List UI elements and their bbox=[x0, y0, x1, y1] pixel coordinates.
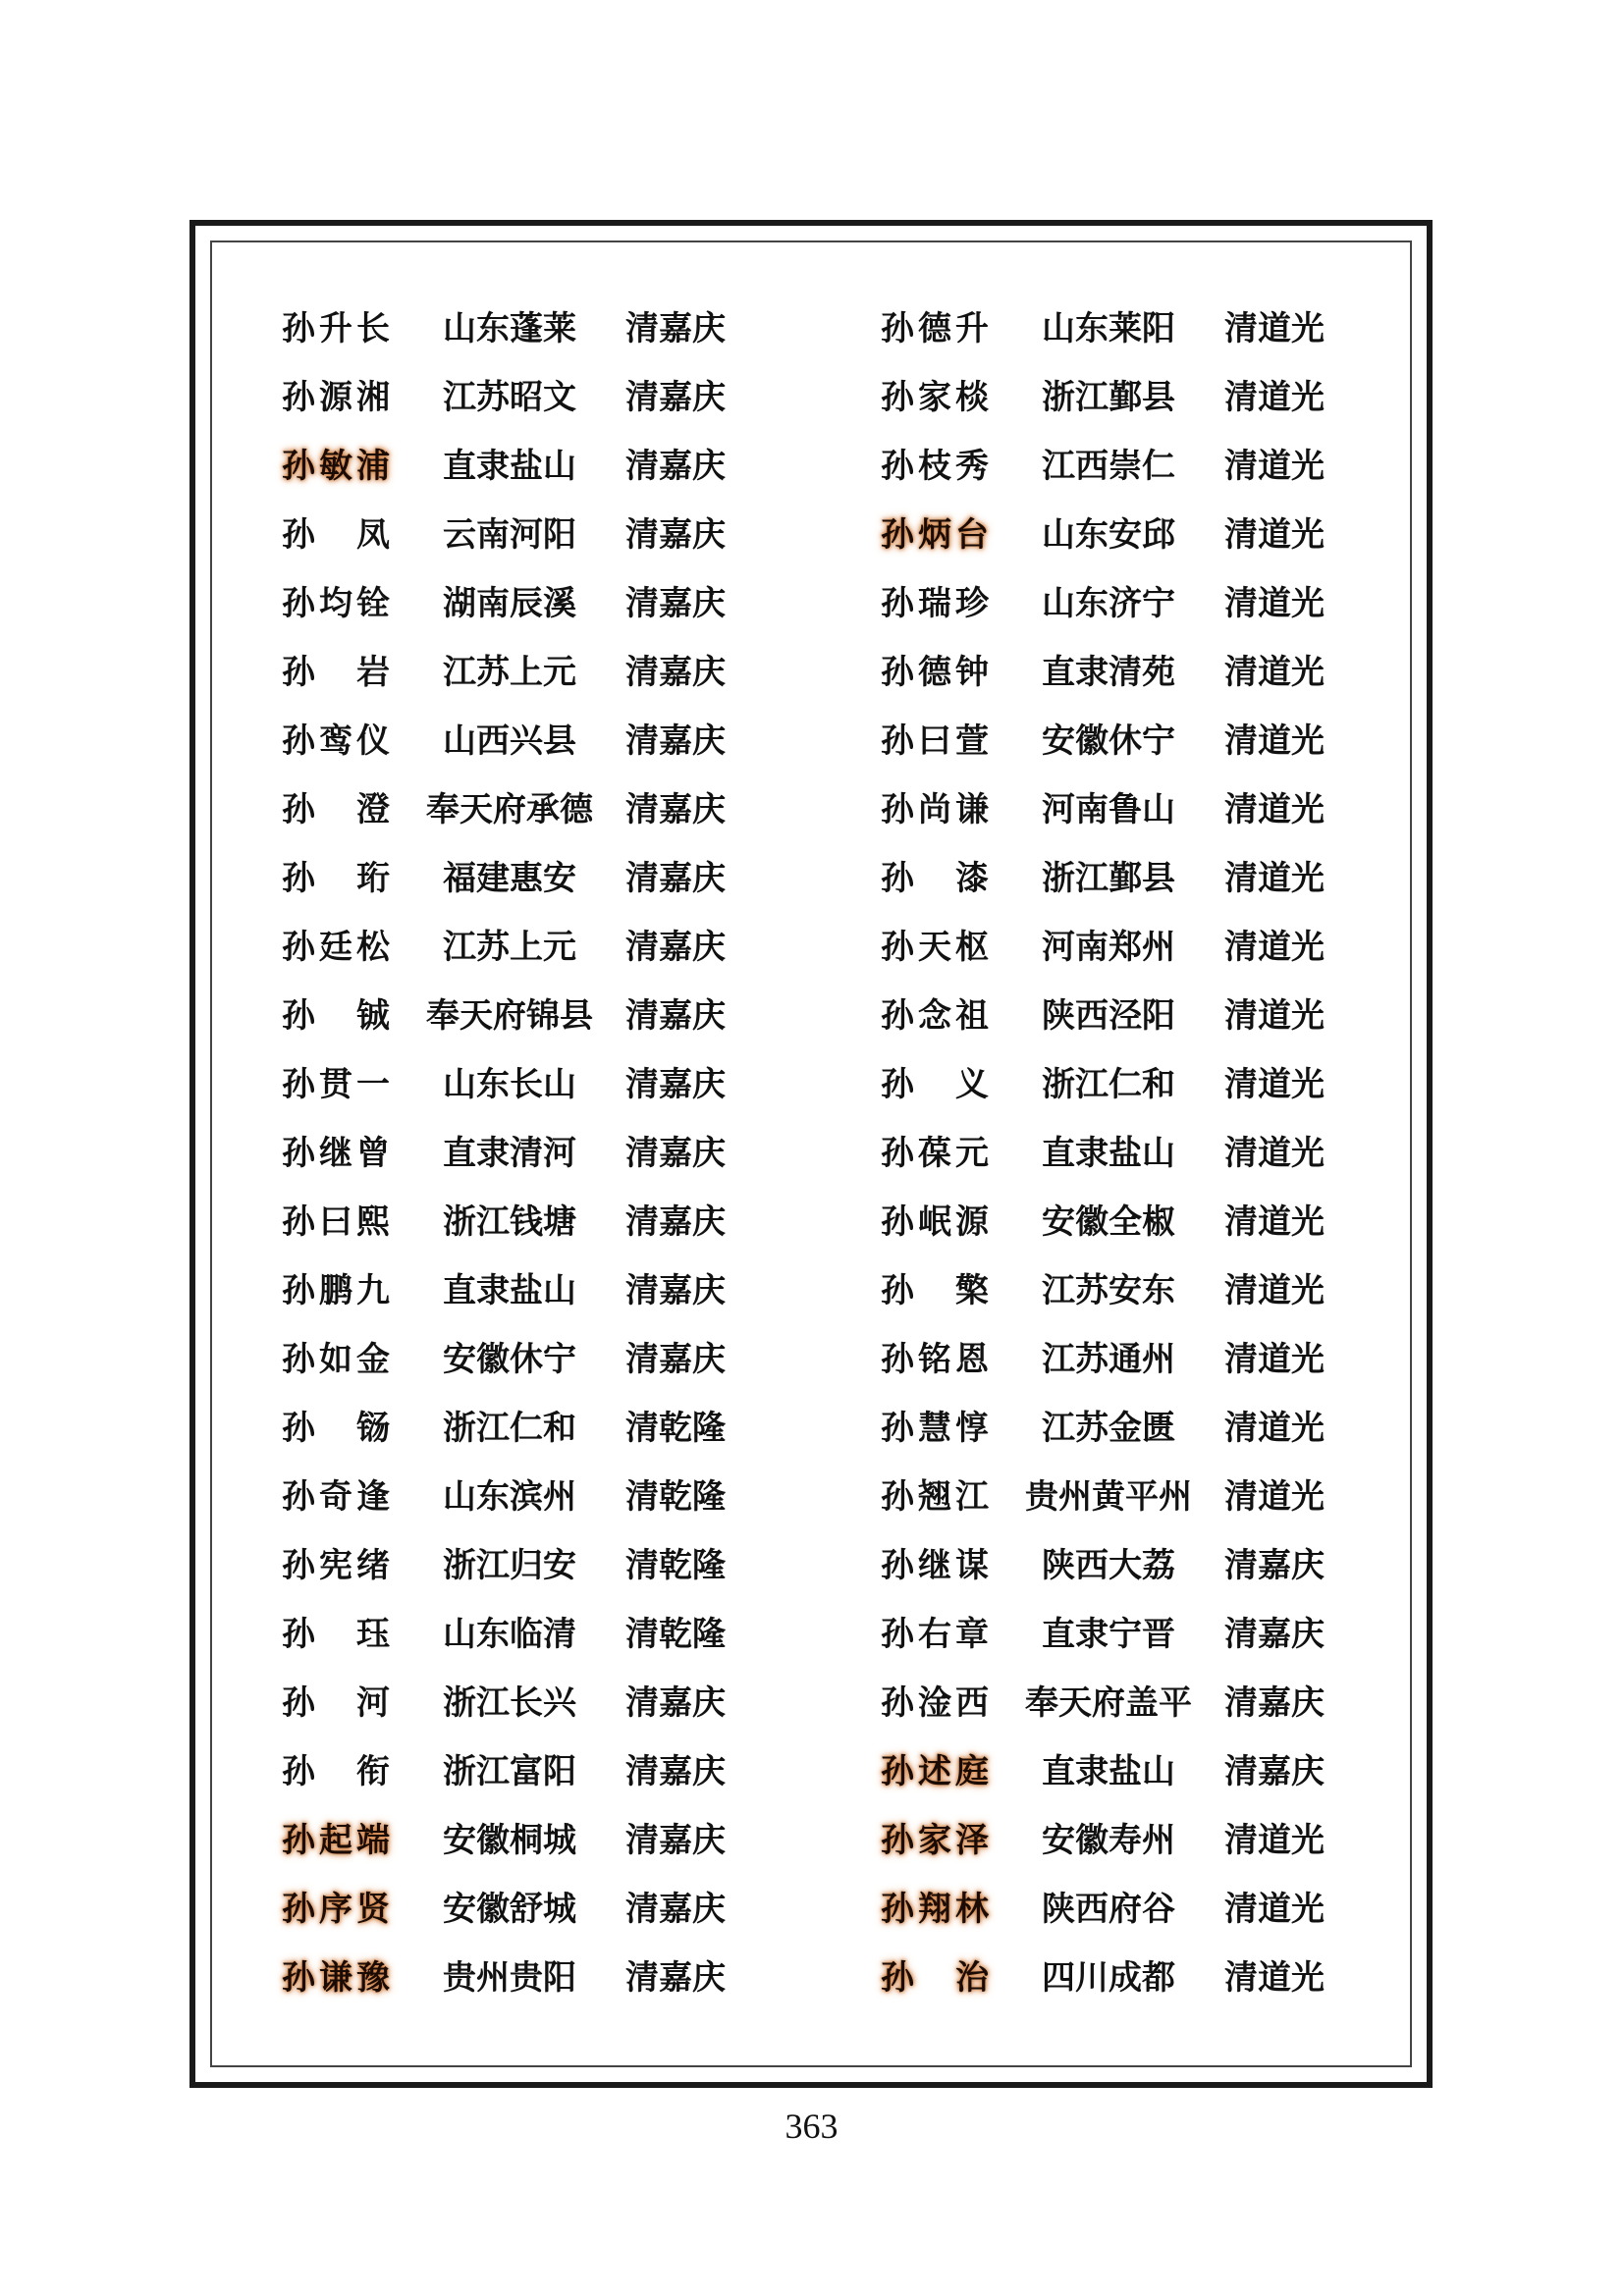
person-name: 孙均铨 bbox=[282, 584, 390, 623]
reign-period: 清嘉庆 bbox=[625, 1065, 726, 1104]
native-place: 浙江仁和 bbox=[1042, 1065, 1175, 1104]
list-item bbox=[881, 1674, 1352, 1742]
native-place: 山东济宁 bbox=[1042, 584, 1175, 623]
person-name: 孙 铴 bbox=[282, 1409, 390, 1448]
native-place: 贵州贵阳 bbox=[443, 1958, 576, 1998]
person-name: 孙继谋 bbox=[881, 1546, 989, 1585]
reign-period: 清道光 bbox=[1224, 1134, 1325, 1173]
person-name: 孙翔林 bbox=[881, 1890, 989, 1929]
reign-period: 清嘉庆 bbox=[625, 721, 726, 761]
reign-period: 清道光 bbox=[1224, 1477, 1325, 1517]
list-item bbox=[282, 1055, 753, 1124]
person-name: 孙升长 bbox=[282, 309, 390, 348]
list-item bbox=[282, 1742, 753, 1811]
native-place: 山东蓬莱 bbox=[443, 309, 576, 348]
list-item bbox=[282, 1399, 753, 1468]
list-item bbox=[282, 1605, 753, 1674]
reign-period: 清道光 bbox=[1224, 1821, 1325, 1860]
native-place: 贵州黄平州 bbox=[1025, 1477, 1192, 1517]
reign-period: 清道光 bbox=[1224, 653, 1325, 692]
native-place: 山东临清 bbox=[443, 1615, 576, 1654]
list-item bbox=[881, 780, 1352, 849]
left-name-list bbox=[282, 299, 753, 2017]
reign-period: 清嘉庆 bbox=[1224, 1752, 1325, 1791]
person-name: 孙家棪 bbox=[881, 378, 989, 417]
person-name: 孙廷松 bbox=[282, 928, 390, 967]
reign-period: 清道光 bbox=[1224, 309, 1325, 348]
reign-period: 清嘉庆 bbox=[625, 653, 726, 692]
reign-period: 清嘉庆 bbox=[625, 1683, 726, 1723]
reign-period: 清道光 bbox=[1224, 1890, 1325, 1929]
list-item bbox=[881, 1605, 1352, 1674]
list-item bbox=[282, 712, 753, 780]
native-place: 江苏通州 bbox=[1042, 1340, 1175, 1379]
right-name-list bbox=[881, 299, 1352, 2017]
list-item bbox=[282, 1330, 753, 1399]
person-name: 孙铭恩 bbox=[881, 1340, 989, 1379]
list-item bbox=[282, 1193, 753, 1261]
list-item bbox=[881, 918, 1352, 987]
list-item bbox=[282, 299, 753, 368]
reign-period: 清乾隆 bbox=[625, 1477, 726, 1517]
list-item bbox=[881, 1261, 1352, 1330]
list-item bbox=[282, 918, 753, 987]
list-item bbox=[881, 437, 1352, 506]
reign-period: 清道光 bbox=[1224, 447, 1325, 486]
native-place: 安徽全椒 bbox=[1042, 1202, 1175, 1242]
list-item bbox=[881, 849, 1352, 918]
native-place: 直隶盐山 bbox=[443, 447, 576, 486]
reign-period: 清嘉庆 bbox=[1224, 1615, 1325, 1654]
person-name: 孙继曾 bbox=[282, 1134, 390, 1173]
list-item bbox=[881, 574, 1352, 643]
native-place: 江苏上元 bbox=[443, 928, 576, 967]
native-place: 福建惠安 bbox=[443, 859, 576, 898]
list-item bbox=[282, 1811, 753, 1880]
person-name: 孙 檠 bbox=[881, 1271, 989, 1310]
reign-period: 清嘉庆 bbox=[625, 1340, 726, 1379]
list-item bbox=[881, 1124, 1352, 1193]
list-item bbox=[282, 1674, 753, 1742]
native-place: 浙江鄞县 bbox=[1042, 378, 1175, 417]
person-name: 孙葆元 bbox=[881, 1134, 989, 1173]
native-place: 河南郑州 bbox=[1042, 928, 1175, 967]
native-place: 直隶宁晋 bbox=[1042, 1615, 1175, 1654]
native-place: 浙江归安 bbox=[443, 1546, 576, 1585]
native-place: 直隶清河 bbox=[443, 1134, 576, 1173]
page-number: 363 bbox=[784, 2107, 839, 2146]
reign-period: 清嘉庆 bbox=[625, 447, 726, 486]
person-name: 孙宪绪 bbox=[282, 1546, 390, 1585]
list-item bbox=[282, 574, 753, 643]
person-name: 孙曰熙 bbox=[282, 1202, 390, 1242]
reign-period: 清道光 bbox=[1224, 1065, 1325, 1104]
reign-period: 清嘉庆 bbox=[625, 790, 726, 829]
reign-period: 清道光 bbox=[1224, 859, 1325, 898]
reign-period: 清道光 bbox=[1224, 928, 1325, 967]
native-place: 奉天府锦县 bbox=[426, 996, 593, 1036]
person-name: 孙 义 bbox=[881, 1065, 989, 1104]
reign-period: 清道光 bbox=[1224, 515, 1325, 555]
native-place: 浙江钱塘 bbox=[443, 1202, 576, 1242]
native-place: 山西兴县 bbox=[443, 721, 576, 761]
native-place: 江苏金匮 bbox=[1042, 1409, 1175, 1448]
list-item bbox=[282, 1261, 753, 1330]
list-item bbox=[881, 1742, 1352, 1811]
native-place: 江苏昭文 bbox=[443, 378, 576, 417]
person-name: 孙 凤 bbox=[282, 515, 390, 555]
native-place: 浙江仁和 bbox=[443, 1409, 576, 1448]
list-item bbox=[881, 368, 1352, 437]
person-name: 孙述庭 bbox=[881, 1752, 989, 1791]
reign-period: 清道光 bbox=[1224, 996, 1325, 1036]
list-item bbox=[282, 643, 753, 712]
native-place: 安徽桐城 bbox=[443, 1821, 576, 1860]
native-place: 直隶盐山 bbox=[1042, 1752, 1175, 1791]
native-place: 安徽寿州 bbox=[1042, 1821, 1175, 1860]
person-name: 孙淦西 bbox=[881, 1683, 989, 1723]
list-item bbox=[881, 1536, 1352, 1605]
reign-period: 清嘉庆 bbox=[625, 584, 726, 623]
person-name: 孙 岩 bbox=[282, 653, 390, 692]
reign-period: 清嘉庆 bbox=[1224, 1546, 1325, 1585]
native-place: 浙江富阳 bbox=[443, 1752, 576, 1791]
reign-period: 清道光 bbox=[1224, 1271, 1325, 1310]
person-name: 孙谦豫 bbox=[282, 1958, 390, 1998]
reign-period: 清嘉庆 bbox=[625, 859, 726, 898]
reign-period: 清道光 bbox=[1224, 1409, 1325, 1448]
list-item bbox=[881, 1330, 1352, 1399]
person-name: 孙 漆 bbox=[881, 859, 989, 898]
list-item bbox=[881, 1055, 1352, 1124]
list-item bbox=[881, 299, 1352, 368]
list-item bbox=[282, 1880, 753, 1949]
list-item bbox=[282, 780, 753, 849]
reign-period: 清嘉庆 bbox=[625, 309, 726, 348]
person-name: 孙 珩 bbox=[282, 859, 390, 898]
list-item bbox=[282, 1536, 753, 1605]
native-place: 江苏安东 bbox=[1042, 1271, 1175, 1310]
list-item bbox=[881, 1399, 1352, 1468]
native-place: 直隶盐山 bbox=[1042, 1134, 1175, 1173]
reign-period: 清嘉庆 bbox=[625, 1271, 726, 1310]
reign-period: 清道光 bbox=[1224, 721, 1325, 761]
reign-period: 清乾隆 bbox=[625, 1409, 726, 1448]
person-name: 孙敏浦 bbox=[282, 447, 390, 486]
native-place: 江西崇仁 bbox=[1042, 447, 1175, 486]
native-place: 湖南辰溪 bbox=[443, 584, 576, 623]
person-name: 孙贯一 bbox=[282, 1065, 390, 1104]
reign-period: 清嘉庆 bbox=[625, 1821, 726, 1860]
reign-period: 清嘉庆 bbox=[1224, 1683, 1325, 1723]
person-name: 孙 珏 bbox=[282, 1615, 390, 1654]
person-name: 孙 衔 bbox=[282, 1752, 390, 1791]
reign-period: 清道光 bbox=[1224, 1202, 1325, 1242]
list-item bbox=[881, 643, 1352, 712]
reign-period: 清乾隆 bbox=[625, 1546, 726, 1585]
list-item bbox=[282, 506, 753, 574]
person-name: 孙 铖 bbox=[282, 996, 390, 1036]
list-item bbox=[881, 1880, 1352, 1949]
reign-period: 清嘉庆 bbox=[625, 996, 726, 1036]
list-item bbox=[282, 368, 753, 437]
native-place: 陕西府谷 bbox=[1042, 1890, 1175, 1929]
list-item bbox=[881, 1949, 1352, 2017]
list-item bbox=[282, 987, 753, 1055]
person-name: 孙曰萱 bbox=[881, 721, 989, 761]
list-item bbox=[282, 1124, 753, 1193]
person-name: 孙右章 bbox=[881, 1615, 989, 1654]
native-place: 浙江长兴 bbox=[443, 1683, 576, 1723]
reign-period: 清道光 bbox=[1224, 790, 1325, 829]
reign-period: 清嘉庆 bbox=[625, 1890, 726, 1929]
native-place: 河南鲁山 bbox=[1042, 790, 1175, 829]
list-item bbox=[881, 506, 1352, 574]
reign-period: 清道光 bbox=[1224, 584, 1325, 623]
native-place: 山东长山 bbox=[443, 1065, 576, 1104]
reign-period: 清嘉庆 bbox=[625, 928, 726, 967]
native-place: 奉天府承德 bbox=[426, 790, 593, 829]
person-name: 孙 治 bbox=[881, 1958, 989, 1998]
reign-period: 清嘉庆 bbox=[625, 1752, 726, 1791]
reign-period: 清道光 bbox=[1224, 1340, 1325, 1379]
native-place: 山东莱阳 bbox=[1042, 309, 1175, 348]
reign-period: 清嘉庆 bbox=[625, 1134, 726, 1173]
person-name: 孙德钟 bbox=[881, 653, 989, 692]
person-name: 孙源湘 bbox=[282, 378, 390, 417]
person-name: 孙鹏九 bbox=[282, 1271, 390, 1310]
person-name: 孙奇逢 bbox=[282, 1477, 390, 1517]
person-name: 孙念祖 bbox=[881, 996, 989, 1036]
person-name: 孙慧惇 bbox=[881, 1409, 989, 1448]
native-place: 四川成都 bbox=[1042, 1958, 1175, 1998]
list-item bbox=[282, 1468, 753, 1536]
native-place: 江苏上元 bbox=[443, 653, 576, 692]
list-item bbox=[881, 1811, 1352, 1880]
list-item bbox=[881, 987, 1352, 1055]
person-name: 孙尚谦 bbox=[881, 790, 989, 829]
list-item bbox=[881, 1468, 1352, 1536]
native-place: 安徽休宁 bbox=[443, 1340, 576, 1379]
list-item bbox=[282, 437, 753, 506]
reign-period: 清嘉庆 bbox=[625, 515, 726, 555]
native-place: 陕西大荔 bbox=[1042, 1546, 1175, 1585]
person-name: 孙炳台 bbox=[881, 515, 989, 555]
native-place: 山东滨州 bbox=[443, 1477, 576, 1517]
person-name: 孙鸾仪 bbox=[282, 721, 390, 761]
reign-period: 清嘉庆 bbox=[625, 378, 726, 417]
person-name: 孙翘江 bbox=[881, 1477, 989, 1517]
native-place: 浙江鄞县 bbox=[1042, 859, 1175, 898]
native-place: 山东安邱 bbox=[1042, 515, 1175, 555]
native-place: 直隶盐山 bbox=[443, 1271, 576, 1310]
person-name: 孙枝秀 bbox=[881, 447, 989, 486]
person-name: 孙 澄 bbox=[282, 790, 390, 829]
list-item bbox=[282, 1949, 753, 2017]
reign-period: 清嘉庆 bbox=[625, 1202, 726, 1242]
native-place: 奉天府盖平 bbox=[1025, 1683, 1192, 1723]
native-place: 陕西泾阳 bbox=[1042, 996, 1175, 1036]
person-name: 孙序贤 bbox=[282, 1890, 390, 1929]
native-place: 云南河阳 bbox=[443, 515, 576, 555]
person-name: 孙起端 bbox=[282, 1821, 390, 1860]
person-name: 孙岷源 bbox=[881, 1202, 989, 1242]
list-item bbox=[282, 849, 753, 918]
reign-period: 清道光 bbox=[1224, 378, 1325, 417]
list-item bbox=[881, 712, 1352, 780]
person-name: 孙瑞珍 bbox=[881, 584, 989, 623]
list-item bbox=[881, 1193, 1352, 1261]
reign-period: 清道光 bbox=[1224, 1958, 1325, 1998]
native-place: 直隶清苑 bbox=[1042, 653, 1175, 692]
person-name: 孙德升 bbox=[881, 309, 989, 348]
person-name: 孙如金 bbox=[282, 1340, 390, 1379]
person-name: 孙天枢 bbox=[881, 928, 989, 967]
native-place: 安徽休宁 bbox=[1042, 721, 1175, 761]
reign-period: 清嘉庆 bbox=[625, 1958, 726, 1998]
person-name: 孙 河 bbox=[282, 1683, 390, 1723]
person-name: 孙家泽 bbox=[881, 1821, 989, 1860]
native-place: 安徽舒城 bbox=[443, 1890, 576, 1929]
reign-period: 清乾隆 bbox=[625, 1615, 726, 1654]
